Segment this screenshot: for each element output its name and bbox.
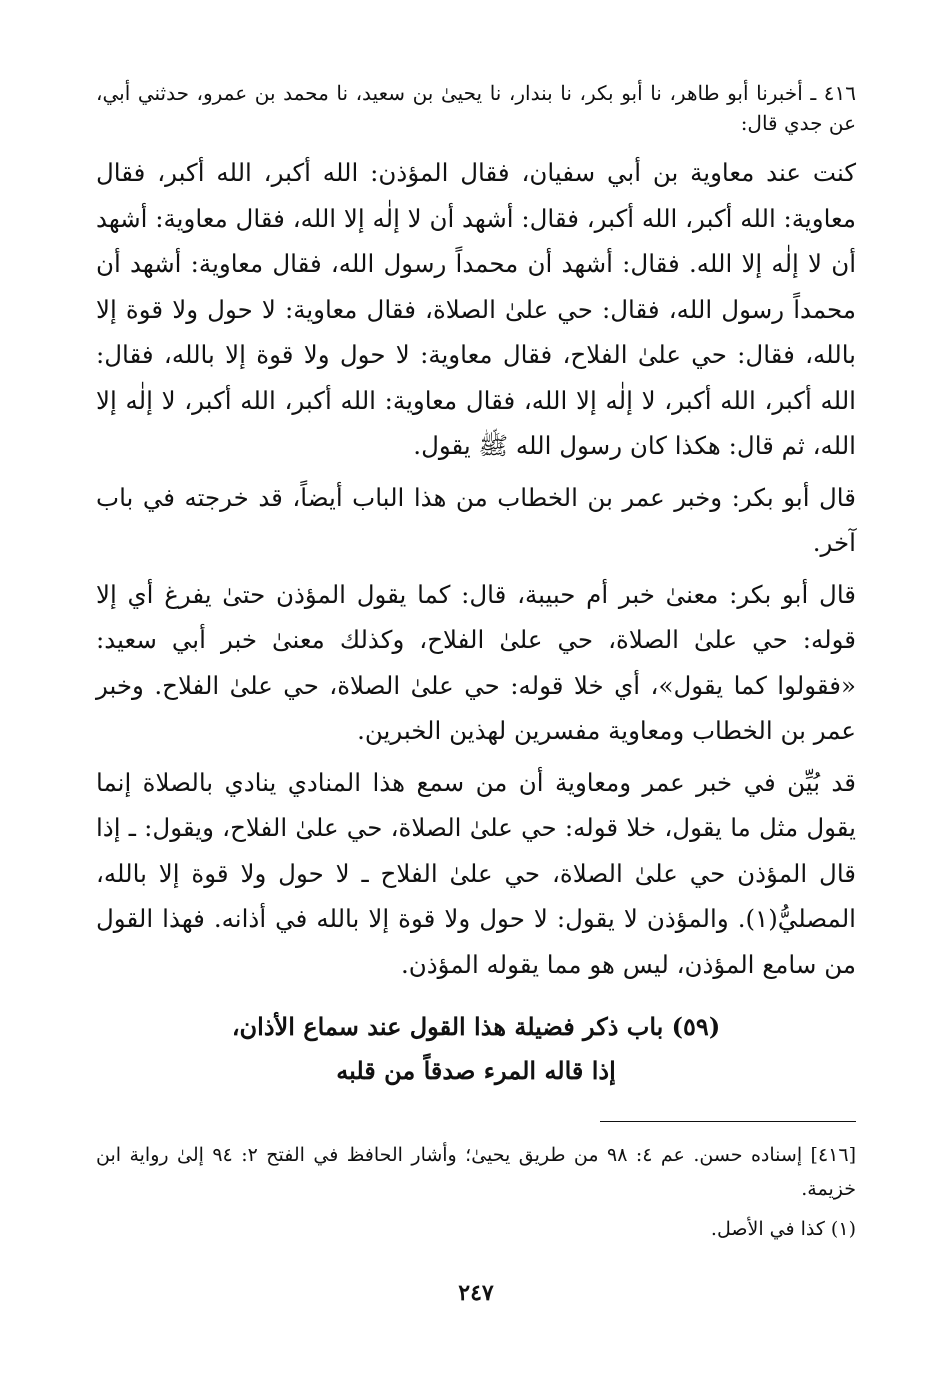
footnote-divider [600,1121,856,1122]
footnote: (١) كذا في الأصل. [710,1218,856,1240]
commentary-paragraph: قد بُيِّن في خبر عمر ومعاوية أن من سمع هذا المنادي ينادي بالصلاة إنما يقول مثل ما يقول، خلا قوله: حي علىٰ الصلاة، حي علىٰ الفلاح، ويقول: ـ إذا قال المؤذن حي علىٰ الصلاة، حي علىٰ الفلاح ـ لا حول ولا قوة إلا بالله، المصليُّ(١). والمؤذن لا يقول: لا حول ولا قوة إلا بالله في أذانه. فهذا القول من سامع المؤذن، ليس هو مما يقوله المؤذن. [96,767,856,979]
chapter-heading-line: إذا قاله المرء صدقاً من قلبه [336,1056,616,1085]
commentary-paragraph: قال أبو بكر: وخبر عمر بن الخطاب من هذا الباب أيضاً، قد خرجته في باب آخر. [96,482,856,557]
hadith-text: كنت عند معاوية بن أبي سفيان، فقال المؤذن: الله أكبر، الله أكبر، فقال معاوية: الله أكبر، الله أكبر، فقال: أشهد أن لا إلٰه إلا الله، فقال معاوية: أشهد أن لا إلٰه إلا الله. فقال: أشهد أن محمداً رسول الله، فقال معاوية: أشهد أن محمداً رسول الله، فقال: حي علىٰ الصلاة، فقال معاوية: لا حول ولا قوة إلا بالله، فقال: حي علىٰ الفلاح، فقال معاوية: لا حول ولا قوة إلا بالله، فقال: الله أكبر، الله أكبر، لا إلٰه إلا الله، فقال معاوية: الله أكبر، الله أكبر، لا إلٰه إلا الله، ثم قال: هكذا كان رسول الله ﷺ يقول. [96,158,856,460]
chapter-heading-line: (٥٩) باب ذكر فضيلة هذا القول عند سماع الأذان، [231,1012,721,1041]
commentary-paragraph: قال أبو بكر: معنىٰ خبر أم حبيبة، قال: كما يقول المؤذن حتىٰ يفرغ أي إلا قوله: حي علىٰ الصلاة، حي علىٰ الفلاح، وكذلك معنىٰ خبر أبي سعيد: «فقولوا كما يقول»، أي خلا قوله: حي علىٰ الصلاة، حي علىٰ الفلاح. وخبر عمر بن الخطاب ومعاوية مفسرين لهذين الخبرين. [96,579,856,745]
hadith-isnad: ٤١٦ ـ أخبرنا أبو طاهر، نا أبو بكر، نا بندار، نا يحيىٰ بن سعيد، نا محمد بن عمرو، حدثني أبي، عن جدي قال: [96,81,856,135]
page-number: ٢٤٧ [458,1280,494,1306]
chapter-heading [96,1005,856,1093]
page-body [96,78,856,1093]
footnote: [٤١٦] إسناده حسن. عم ٤: ٩٨ من طريق يحيىٰ؛ وأشار الحافظ في الفتح ٢: ٩٤ إلىٰ رواية ابن خزيمة. [96,1144,856,1200]
footnotes [96,1138,856,1252]
